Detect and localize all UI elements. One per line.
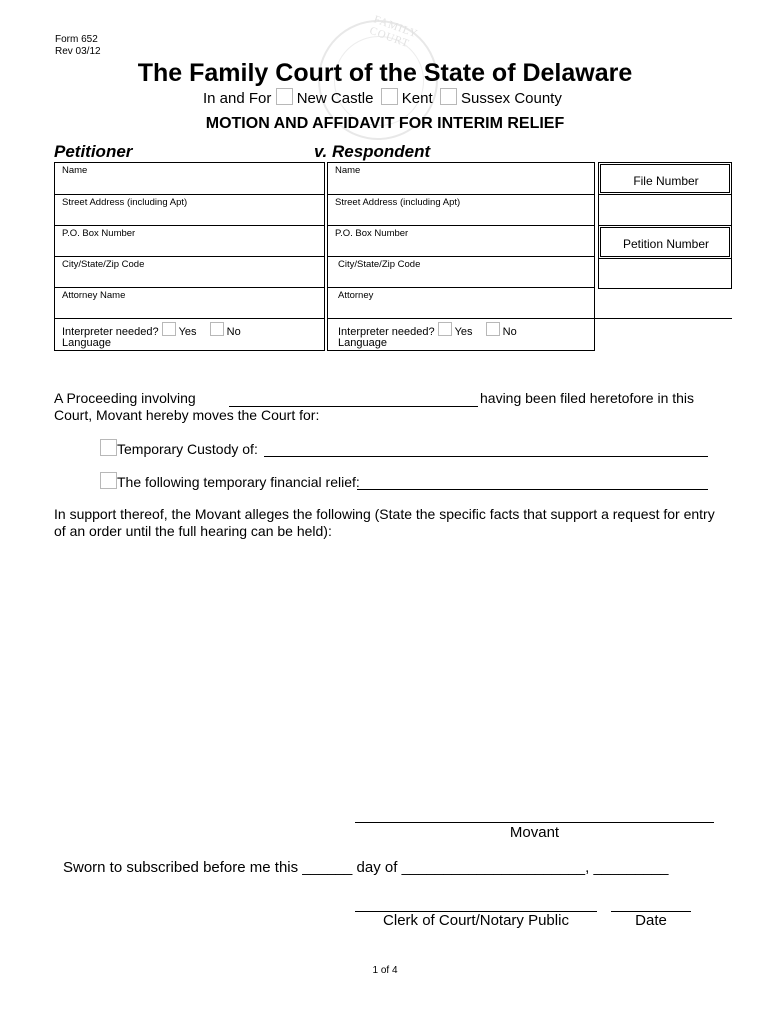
custody-line[interactable] (264, 440, 708, 457)
proceeding-prefix: A Proceeding involving (54, 390, 196, 406)
respondent-street-label: Street Address (including Apt) (335, 197, 461, 208)
kent-label: Kent (401, 90, 433, 107)
clerk-signature-line[interactable] (355, 895, 597, 912)
petitioner-language-label: Language (62, 337, 111, 349)
petition-number-label: Petition Number (622, 237, 710, 251)
respondent-interpreter-no-checkbox[interactable] (486, 322, 500, 336)
petitioner-city-field[interactable] (54, 256, 325, 288)
sussex-label: Sussex County (460, 90, 562, 107)
petitioner-heading: Petitioner (54, 142, 133, 161)
petitioner-no-label: No (226, 326, 241, 338)
file-number-header (598, 162, 732, 195)
petitioner-interpreter-label: Interpreter needed? (62, 326, 159, 338)
clerk-label: Clerk of Court/Notary Public (383, 912, 569, 929)
respondent-interpreter-field (327, 318, 595, 351)
custody-label: Temporary Custody of: (117, 441, 258, 457)
respondent-language-label: Language (338, 337, 387, 349)
date-line[interactable] (611, 895, 691, 912)
proceeding-line-2: Court, Movant hereby moves the Court for: (54, 407, 320, 423)
petitioner-interpreter-no-checkbox[interactable] (210, 322, 224, 336)
petitioner-name-label: Name (62, 165, 88, 176)
financial-checkbox[interactable] (100, 472, 117, 489)
custody-option (100, 439, 258, 457)
petitioner-interpreter-yes-checkbox[interactable] (162, 322, 176, 336)
petitioner-city-label: City/State/Zip Code (62, 259, 145, 270)
movant-label: Movant (509, 824, 560, 841)
proceeding-party-line[interactable] (229, 390, 478, 407)
sussex-checkbox[interactable] (440, 88, 457, 105)
form-revision: Rev 03/12 (55, 46, 101, 57)
financial-line[interactable] (357, 473, 708, 490)
petitioner-attorney-field[interactable] (54, 287, 325, 319)
sworn-text-2: day of (356, 859, 398, 876)
respondent-street-field[interactable] (327, 194, 595, 226)
proceeding-suffix: having been filed heretofore in this (480, 390, 695, 406)
financial-label: The following temporary financial relief: (117, 474, 360, 490)
form-number: Form 652 (55, 34, 98, 45)
petitioner-pobox-label: P.O. Box Number (62, 228, 136, 239)
in-and-for-label: In and For (203, 90, 272, 107)
petitioner-pobox-field[interactable] (54, 225, 325, 257)
court-title: The Family Court of the State of Delaware (137, 59, 633, 87)
petitioner-name-field[interactable] (54, 162, 325, 195)
kent-checkbox[interactable] (381, 88, 398, 105)
date-label: Date (635, 912, 667, 929)
respondent-pobox-field[interactable] (327, 225, 595, 257)
respondent-city-label: City/State/Zip Code (338, 259, 421, 270)
case-box-bottom-rule (595, 318, 732, 319)
petition-number-header (598, 225, 732, 259)
respondent-name-field[interactable] (327, 162, 595, 195)
financial-option (100, 472, 360, 490)
new-castle-label: New Castle (296, 90, 374, 107)
file-number-input[interactable] (598, 194, 732, 226)
petitioner-interpreter-field (54, 318, 325, 351)
page-indicator: 1 of 4 (372, 965, 398, 976)
respondent-attorney-label: Attorney (338, 290, 374, 301)
respondent-interpreter-yes-checkbox[interactable] (438, 322, 452, 336)
respondent-yes-label: Yes (454, 326, 473, 338)
petitioner-street-label: Street Address (including Apt) (62, 197, 188, 208)
sworn-day-blank[interactable]: ______ (302, 859, 353, 876)
support-statement: In support thereof, the Movant alleges the following (State the specific facts that support a request for entry of an order until the full hearing can be held): (54, 506, 715, 539)
form-title: MOTION AND AFFIDAVIT FOR INTERIM RELIEF (205, 115, 565, 132)
respondent-interpreter-label: Interpreter needed? (338, 326, 435, 338)
respondent-no-label: No (502, 326, 517, 338)
petitioner-street-field[interactable] (54, 194, 325, 226)
court-seal-text: FAMILY COURT (367, 13, 420, 51)
county-selector (203, 88, 562, 107)
petition-number-input[interactable] (598, 258, 732, 289)
petitioner-attorney-label: Attorney Name (62, 290, 126, 301)
respondent-city-field[interactable] (327, 256, 595, 288)
petitioner-yes-label: Yes (178, 326, 197, 338)
respondent-name-label: Name (335, 165, 361, 176)
respondent-pobox-label: P.O. Box Number (335, 228, 409, 239)
movant-signature-line[interactable] (355, 806, 714, 823)
sworn-text-1: Sworn to subscribed before me this (63, 859, 299, 876)
sworn-month-year-blank[interactable]: ______________________, _________ (401, 859, 669, 876)
new-castle-checkbox[interactable] (276, 88, 293, 105)
file-number-label: File Number (633, 174, 699, 188)
custody-checkbox[interactable] (100, 439, 117, 456)
respondent-attorney-field[interactable] (327, 287, 595, 319)
sworn-statement (63, 859, 669, 876)
respondent-heading: v. Respondent (314, 142, 431, 161)
